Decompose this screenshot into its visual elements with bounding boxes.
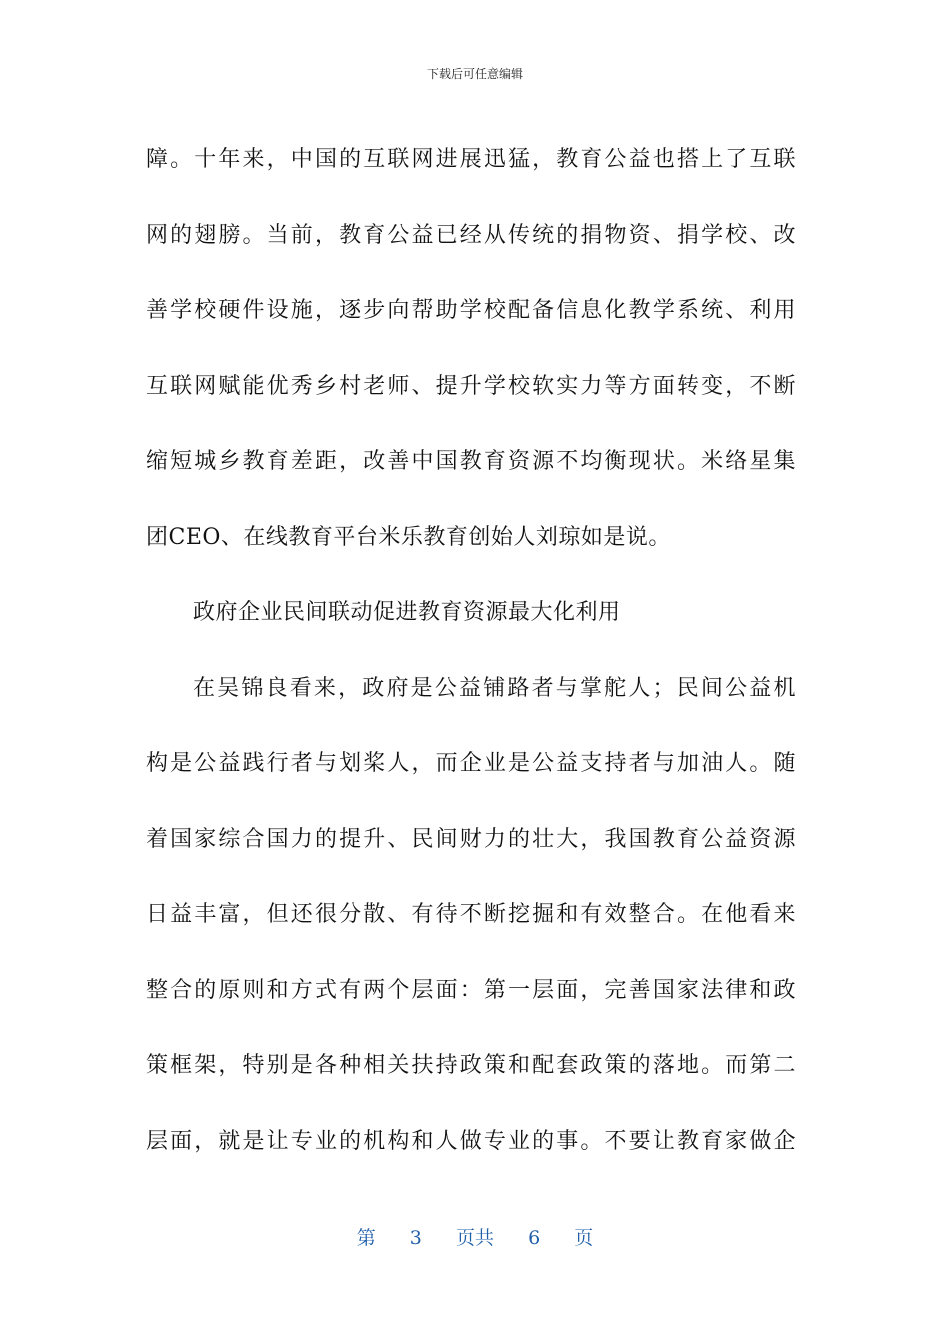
footer-suffix: 页	[574, 1227, 594, 1249]
footer-prefix: 第	[356, 1227, 376, 1249]
text-line: 团CEO、在线教育平台米乐教育创始人刘琼如是说。	[146, 524, 671, 550]
document-body	[146, 122, 796, 1179]
footer-total-pages: 6	[528, 1227, 541, 1249]
text-line: 互联网赋能优秀乡村老师、提升学校软实力等方面转变，不断	[146, 373, 796, 399]
section-heading: 政府企业民间联动促进教育资源最大化利用	[193, 600, 621, 625]
text-line: 构是公益践行者与划桨人，而企业是公益支持者与加油人。随	[146, 751, 796, 776]
text-line: 网的翅膀。当前，教育公益已经从传统的捐物资、捐学校、改	[146, 222, 796, 248]
text-line: 善学校硬件设施，逐步向帮助学校配备信息化教学系统、利用	[146, 298, 796, 323]
page-header: 下载后可任意编辑	[426, 67, 523, 81]
text-line: 在吴锦良看来，政府是公益铺路者与掌舵人；民间公益机	[193, 675, 796, 701]
text-line: 整合的原则和方式有两个层面：第一层面，完善国家法律和政	[146, 977, 796, 1003]
text-line: 日益丰富，但还很分散、有待不断挖掘和有效整合。在他看来	[146, 902, 796, 927]
text-line: 着国家综合国力的提升、民间财力的壮大，我国教育公益资源	[146, 826, 796, 852]
text-line: 层面，就是让专业的机构和人做专业的事。不要让教育家做企	[146, 1128, 796, 1154]
page-footer	[0, 1226, 950, 1250]
text-line: 障。十年来，中国的互联网进展迅猛，教育公益也搭上了互联	[146, 147, 796, 172]
text-line: 策框架，特别是各种相关扶持政策和配套政策的落地。而第二	[146, 1053, 796, 1078]
footer-middle: 页共	[455, 1227, 494, 1249]
text-line: 缩短城乡教育差距，改善中国教育资源不均衡现状。米络星集	[146, 449, 796, 474]
footer-current-page: 3	[409, 1227, 422, 1249]
